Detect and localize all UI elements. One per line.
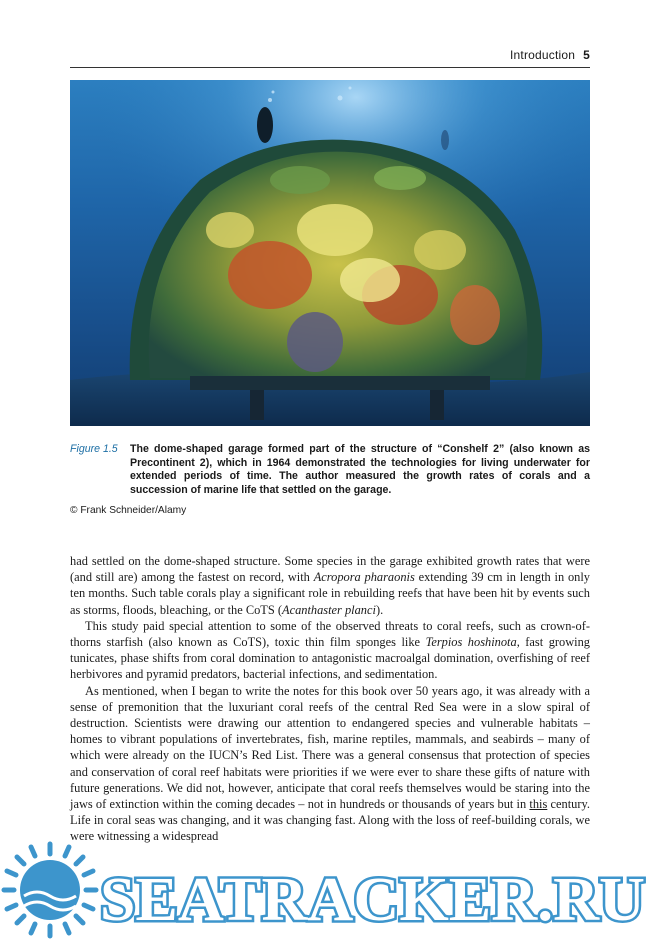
species-name: Acropora pharaonis — [313, 570, 415, 585]
running-head-section: Introduction — [510, 48, 576, 62]
species-name: Acanthaster planci — [282, 602, 376, 617]
figure-photo-coral-garage — [70, 80, 590, 426]
header-rule — [70, 67, 590, 68]
species-name: Terpios hoshinota — [425, 635, 517, 650]
running-head — [70, 48, 590, 64]
page-number: 5 — [583, 48, 590, 62]
paragraph: had settled on the dome-shaped structure. Some species in the garage exhibited growth rates that were (and still are) among the fastest on record, with Acropora pharaonis extending 39 cm in length in only ten months. Such table corals play a significant role in rebuilding reefs that have been hit by events such as storms, floods, bleaching, or the CoTS (Acanthaster planci). — [70, 554, 590, 617]
watermark — [0, 838, 661, 942]
body-text — [70, 553, 590, 845]
figure-caption — [70, 443, 590, 497]
sun-logo-icon — [4, 844, 96, 936]
emphasis-this: this — [529, 797, 548, 812]
figure-caption-text: The dome-shaped garage formed part of the structure of “Conshelf 2” (also known as Precontinent 2), which in 1964 demonstrated the technologies for living underwater for extended periods of time. The author measured the growth rates of corals and a succession of marine life that settled on the garage. — [130, 443, 590, 496]
photo-credit: © Frank Schneider/Alamy — [70, 505, 187, 516]
paragraph: This study paid special attention to some of the observed threats to coral reefs, such as crown-of-thorns starfish (also known as CoTS), toxic thin film sponges like Terpios hoshinota, fast growing tunicates, phase shifts from coral domination to antagonistic macroalgal domination, overfishing of reef herbivores and pyramid predators, bacterial infections, and sedimentation. — [70, 618, 590, 682]
watermark-text: SEATRACKER.RU — [100, 866, 645, 934]
figure-label: Figure 1.5 — [70, 443, 118, 455]
paragraph: As mentioned, when I began to write the notes for this book over 50 years ago, it was already with a sense of premonition that the luxuriant coral reefs of the central Red Sea were in a slow spiral of destruction. Scientists were drawing our attention to endangered species and vulnerable habitats – homes to vibrant populations of invertebrates, fish, marine reptiles, mammals, and seabirds – many of which were already on the IUCN’s Red List. There was a general consensus that protection of species and conservation of coral reef habitats were priorities if we were ever to share these gifts of nature with future generations. We did not, however, anticipate that coral reefs themselves would be staring into the jaws of extinction within the coming decades – not in hundreds or thousands of years but in this century. Life in coral seas was changing, and it was changing fast. Along with the loss of reef-building corals, we were witnessing a widespread — [70, 683, 590, 844]
